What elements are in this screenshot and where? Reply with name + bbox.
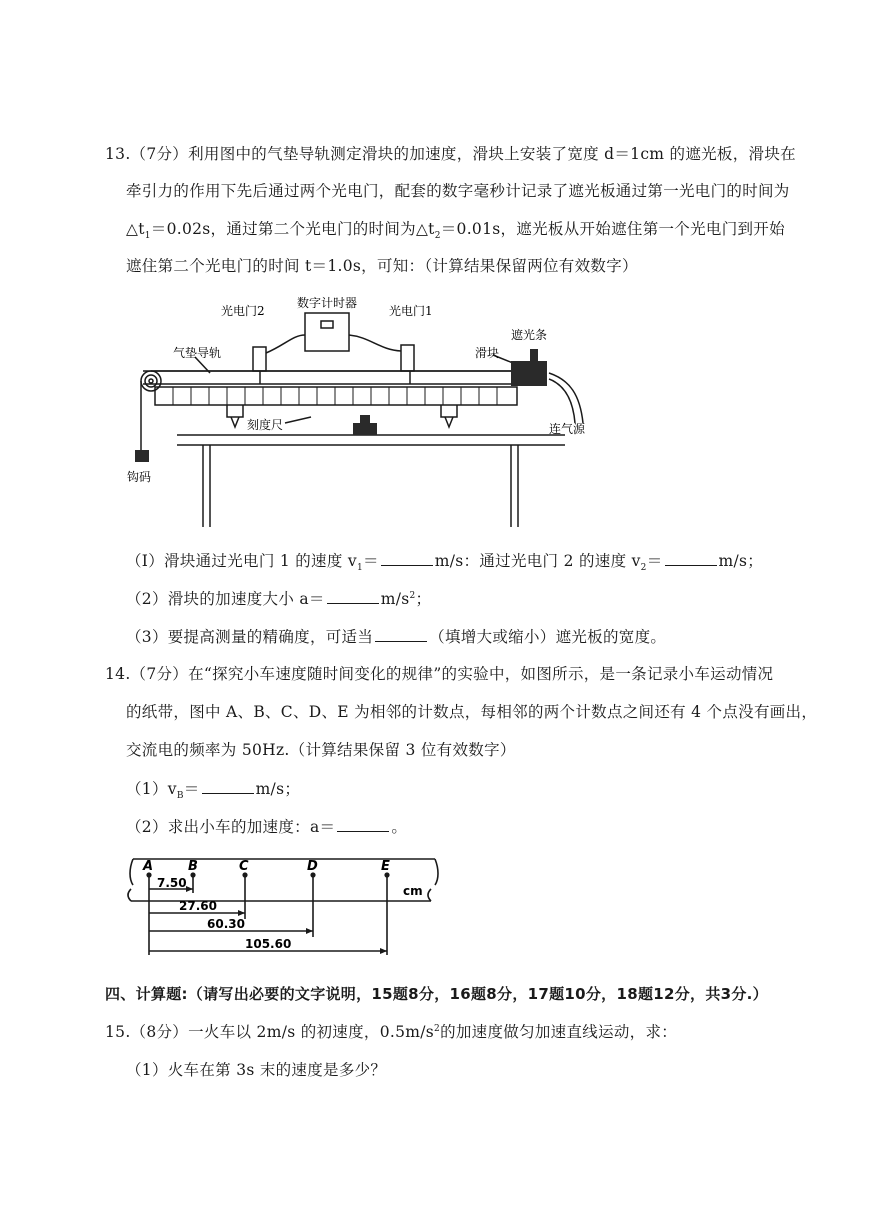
tape-point-c: C bbox=[239, 859, 249, 874]
support-block bbox=[353, 423, 377, 435]
label-shade: 遮光条 bbox=[511, 328, 548, 342]
shade-strip bbox=[530, 349, 538, 361]
tape-unit: cm bbox=[403, 884, 423, 898]
tape-distance-ae: 105.60 bbox=[245, 937, 292, 951]
tape-distance-ad: 60.30 bbox=[207, 917, 245, 931]
label-air: 连气源 bbox=[549, 422, 585, 436]
q14-sub1: $(1)v_B= m/s$； bbox=[126, 780, 301, 802]
hook-weight bbox=[135, 450, 149, 462]
q13-sub3: （3）要提高测量的精确度，可适当 （填增大或缩小）遮光板的宽度。 bbox=[126, 628, 667, 646]
label-slider: 滑块 bbox=[475, 346, 500, 360]
q13-sub2: （2）滑块的加速度大小 $a= m/s^2$； bbox=[126, 590, 432, 608]
tape-point-d: D bbox=[307, 859, 318, 874]
q13-line4: 遮住第二个光电门的时间 t＝1.0s，可知：（计算结果保留两位有效数字） bbox=[126, 257, 638, 275]
label-ruler: 刻度尺 bbox=[247, 418, 284, 432]
q14-line2: 的纸带，图中 A、B、C、D、E 为相邻的计数点，每相邻的两个计数点之间还有 4 个点没有画出， bbox=[126, 703, 818, 721]
label-track: 气垫导轨 bbox=[173, 346, 222, 360]
answer-blank-accel[interactable] bbox=[337, 817, 389, 832]
q13-sub1: （I）滑块通过光电门 1 的速度 $v_1= m/s$：通过光电门 2 的速度 $v_2= m/s$； bbox=[126, 552, 764, 574]
q13-line1: 13.（7分）利用图中的气垫导轨测定滑块的加速度，滑块上安装了宽度 d＝1cm 的遮光板，滑块在 bbox=[105, 145, 796, 163]
label-gate2: 光电门2 bbox=[221, 304, 265, 318]
q14-line3: 交流电的频率为 50Hz.（计算结果保留 3 位有效数字） bbox=[126, 741, 516, 759]
paper-tape-figure bbox=[125, 855, 445, 965]
q15-sub1: （1）火车在第 3s 末的速度是多少？ bbox=[126, 1061, 387, 1079]
answer-blank-width[interactable] bbox=[375, 627, 427, 642]
q14-line1: 14.（7分）在“探究小车速度随时间变化的规律”的实验中，如图所示，是一条记录小车运动情况 bbox=[105, 665, 774, 683]
tape-distance-ac: 27.60 bbox=[179, 899, 217, 913]
section4-heading: 四、计算题:（请写出必要的文字说明，15题8分，16题8分，17题10分，18题12分，共3分.） bbox=[105, 985, 768, 1003]
tape-point-a: A bbox=[143, 859, 154, 874]
answer-blank-v2[interactable] bbox=[665, 551, 717, 566]
label-gate1: 光电门1 bbox=[389, 304, 433, 318]
answer-blank-v1[interactable] bbox=[381, 551, 433, 566]
label-weight: 钩码 bbox=[127, 470, 152, 484]
q13-line3: $\triangle t_1=0.02s$，通过第二个光电门的时间为$\triangle t_2=0.01s$，遮光板从开始遮住第一个光电门到开始 bbox=[126, 220, 785, 242]
q13-line2: 牵引力的作用下先后通过两个光电门，配套的数字毫秒计记录了遮光板通过第一光电门的时间为 bbox=[126, 182, 790, 200]
air-track-figure bbox=[125, 295, 585, 530]
tape-point-e: E bbox=[381, 859, 390, 874]
slider-block bbox=[511, 361, 547, 386]
tape-distance-ab: 7.50 bbox=[157, 876, 187, 890]
label-timer: 数字计时器 bbox=[297, 296, 358, 310]
scale-ticks bbox=[173, 387, 497, 405]
answer-blank-a[interactable] bbox=[327, 589, 379, 604]
tape-point-b: B bbox=[188, 859, 198, 874]
answer-blank-vb[interactable] bbox=[202, 779, 254, 794]
q15-line1: 15.（8分）一火车以 2m/s 的初速度，$0.5m/s^2$的加速度做匀加速直线运动，求： bbox=[105, 1023, 678, 1041]
q14-sub2: （2）求出小车的加速度：a＝ 。 bbox=[126, 818, 408, 836]
